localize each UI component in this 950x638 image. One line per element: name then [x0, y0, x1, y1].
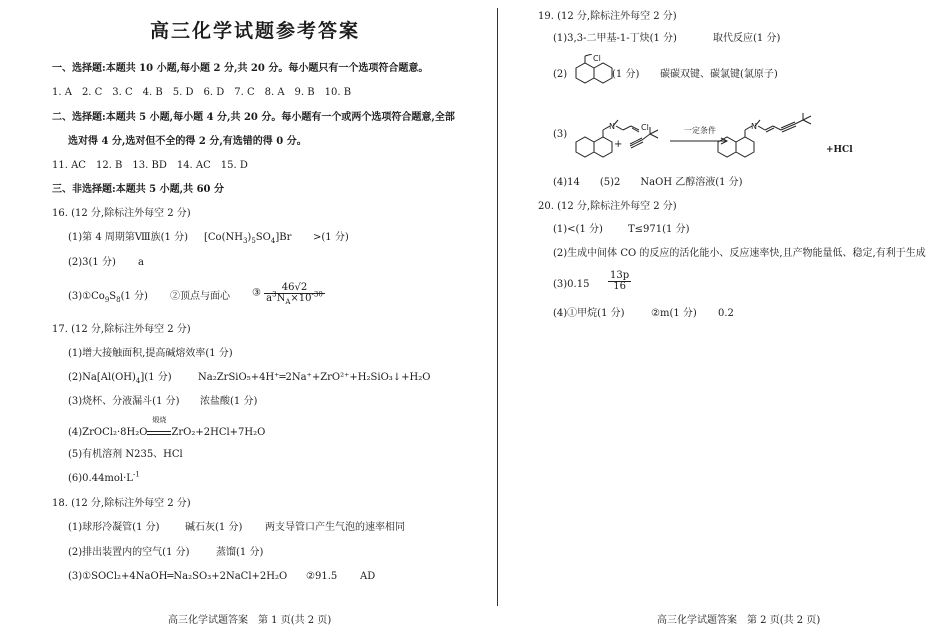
q20-line4-c: 0.2: [718, 308, 734, 319]
q19-line2-label: (2): [553, 69, 568, 80]
q19-line1-b: 取代反应(1 分): [713, 33, 781, 44]
q18-line2-a: (2)排出装置内的空气(1 分): [68, 547, 190, 558]
chlorine-atom-label: Cl: [641, 123, 649, 132]
q19-line2-b: 碳碳双键、碳氯键(氯原子): [660, 69, 778, 80]
q20-line3-a: (3)0.15: [553, 279, 590, 290]
q16-line3-a: $(3)①Co_9S_8(1$ 分): [68, 291, 148, 304]
q18-header: 18. (12 分,除标注外每空 2 分): [52, 498, 191, 509]
q19-line1-a: (1)3,3-二甲基-1-丁炔(1 分): [553, 33, 677, 44]
q16-line1-a: (1)第 4 周期第Ⅷ族(1 分): [68, 232, 188, 243]
chlorine-atom-label: Cl: [593, 54, 601, 63]
q16-header: 16. (12 分,除标注外每空 2 分): [52, 208, 191, 219]
q17-line3-b: 浓盐酸(1 分): [200, 396, 258, 407]
q20-line2: (2)生成中间体 CO 的反应的活化能小、反应速率快,且产物能量低、稳定,有利于生成: [553, 248, 926, 259]
q19-line3-label: (3): [553, 129, 568, 140]
q18-line1-b: 碱石灰(1 分): [185, 522, 243, 533]
q20-line3-fraction: $\frac{13p}{16}$: [610, 270, 630, 292]
q17-line2-a: $(2)Na[Al(OH)_4](1$ 分): [68, 372, 172, 385]
page1-footer: 高三化学试题答案 第 1 页(共 2 页): [168, 615, 332, 626]
q19-line2-a: (1 分): [612, 69, 640, 80]
nitrogen-atom-label: N: [609, 122, 615, 131]
section2-header-line2: 选对得 4 分,选对但不全的得 2 分,有选错的得 0 分。: [68, 136, 307, 147]
section3-header: 三、非选择题:本题共 5 小题,共 60 分: [52, 184, 224, 195]
density-fraction: $\frac{46√2}{a^3N_A\times 10^{-30}}$: [266, 282, 323, 306]
q17-line3-a: (3)烧杯、分液漏斗(1 分): [68, 396, 180, 407]
q17-line4: (4)ZrOCl₂·8H₂O 煅烧 ZrO₂+2HCl+7H₂O: [68, 416, 266, 438]
q18-line3-a: (3)①SOCl₂+4NaOH═Na₂SO₃+2NaCl+2H₂O: [68, 571, 288, 582]
q16-line1-b: $[Co(NH_3)_5SO_4]Br$: [204, 232, 292, 245]
section1-answers: 1. A 2. C 3. C 4. B 5. D 6. D 7. C 8. A 9. B 10. B: [52, 87, 352, 98]
q20-header: 20. (12 分,除标注外每空 2 分): [538, 201, 677, 212]
terbinafine-product-structure: [710, 112, 826, 162]
q20-line4-a: (4)①甲烷(1 分): [553, 308, 625, 319]
nitrogen-atom-label: N: [751, 122, 757, 131]
q19-header: 19. (12 分,除标注外每空 2 分): [538, 11, 677, 22]
q17-line5: (5)有机溶剂 N235、HCl: [68, 449, 183, 460]
q20-line1-a: (1)<(1 分): [553, 224, 603, 235]
q18-line2-b: 蒸馏(1 分): [216, 547, 264, 558]
q17-line6: $(6)0.44mol\cdot L^{-1}$: [68, 470, 140, 484]
section1-header: 一、选择题:本题共 10 小题,每小题 2 分,共 20 分。每小题只有一个选项符合题意。: [52, 63, 429, 74]
page-divider: [497, 8, 498, 606]
q17-line2-b: Na₂ZrSiO₅+4H⁺═2Na⁺+ZrO²⁺+H₂SiO₃↓+H₂O: [198, 372, 431, 383]
q18-line1-a: (1)球形冷凝管(1 分): [68, 522, 160, 533]
reaction-plus: +: [614, 139, 623, 150]
q19-line4: (4)14 (5)2 NaOH 乙醇溶液(1 分): [553, 177, 743, 188]
q16-line1-c: >(1 分): [313, 232, 349, 243]
q17-line1: (1)增大接触面积,提高碱熔效率(1 分): [68, 348, 233, 359]
q16-line2-a: (2)3(1 分): [68, 257, 116, 268]
q18-line3-b: ②91.5: [306, 571, 338, 582]
q18-line1-c: 两支导管口产生气泡的速率相同: [265, 522, 405, 533]
reaction-byproduct-hcl: +HCl: [826, 145, 853, 155]
chloromethyl-naphthalene-structure: [568, 54, 614, 96]
q18-line3-c: AD: [360, 571, 376, 582]
q20-line1-b: T≤971(1 分): [628, 224, 690, 235]
page2-footer: 高三化学试题答案 第 2 页(共 2 页): [657, 615, 821, 626]
tert-butylacetylene-structure: [628, 126, 664, 150]
q16-line2-b: a: [138, 257, 144, 268]
page-title: 高三化学试题参考答案: [150, 20, 361, 42]
q16-line3-b: ②顶点与面心: [170, 291, 230, 302]
q16-line3-c: ③ $\frac{46√2}{a^3N_A\times 10^{-30}}$: [252, 282, 323, 306]
section2-answers: 11. AC 12. B 13. BD 14. AC 15. D: [52, 160, 248, 171]
reaction-condition: 一定条件: [684, 126, 716, 135]
q17-header: 17. (12 分,除标注外每空 2 分): [52, 324, 191, 335]
q20-line4-b: ②m(1 分): [651, 308, 697, 319]
section2-header-line1: 二、选择题:本题共 5 小题,每小题 4 分,共 20 分。每小题有一个或两个选项符合题意,全部: [52, 112, 455, 123]
